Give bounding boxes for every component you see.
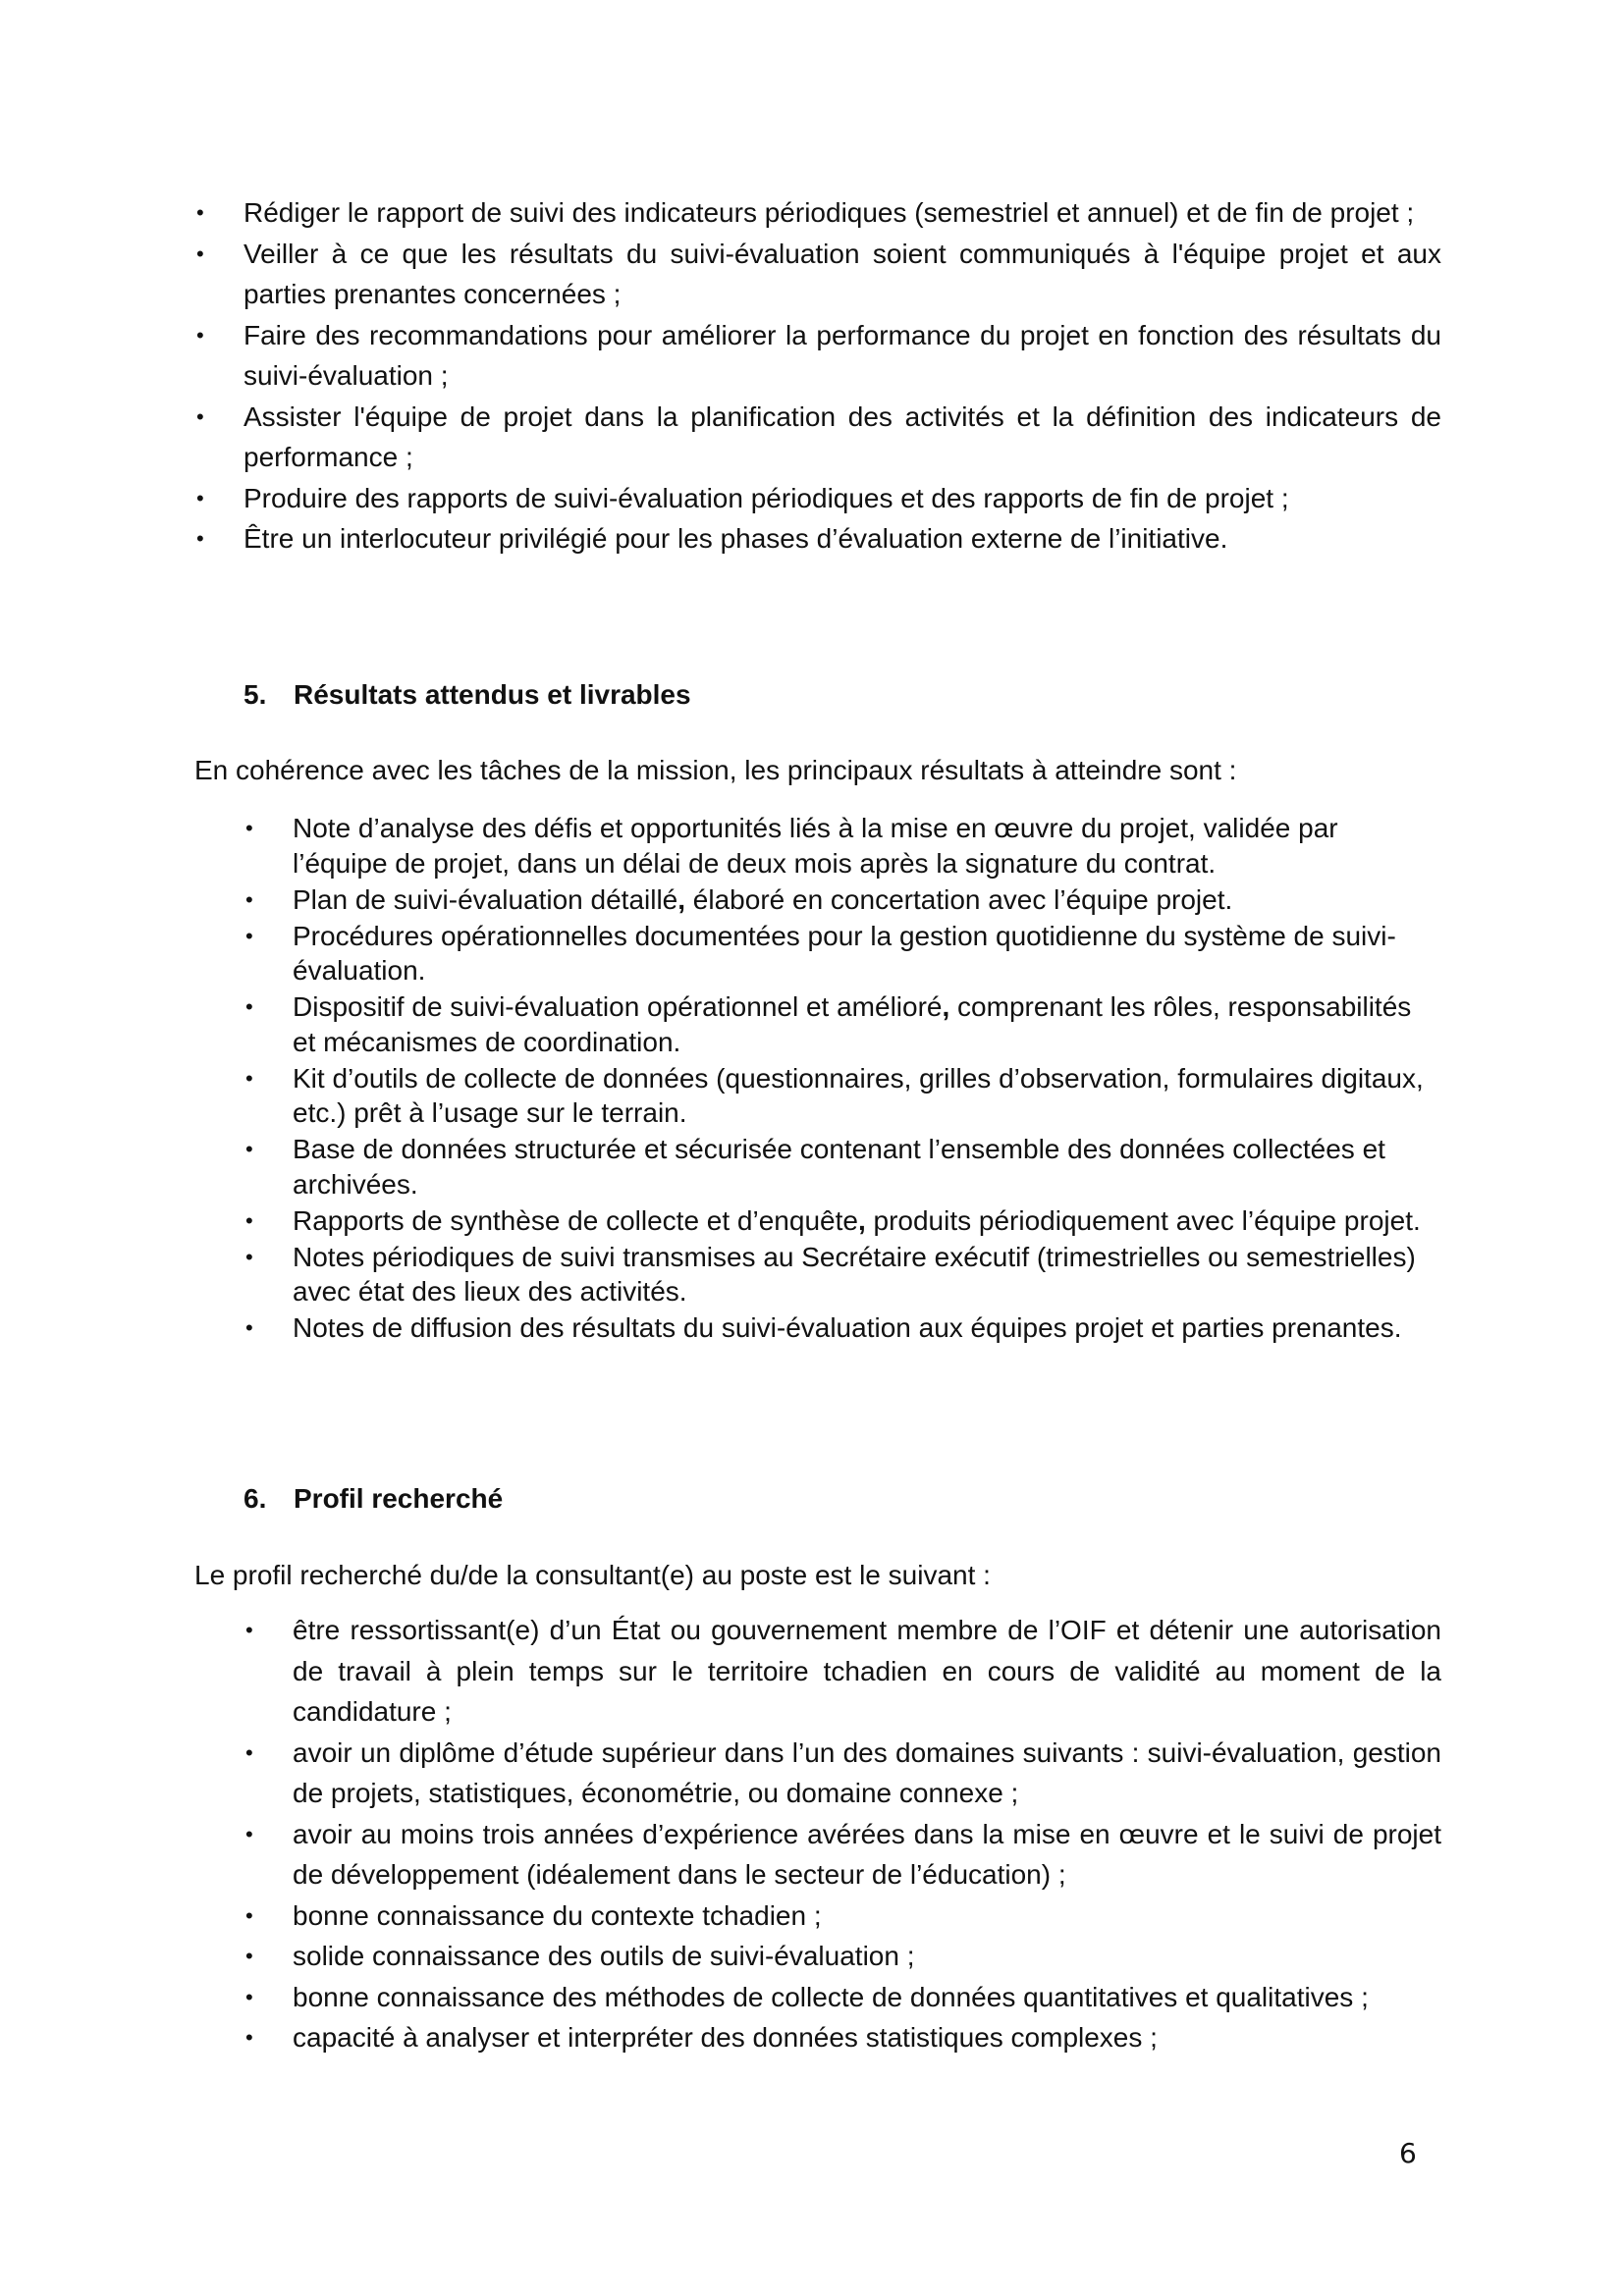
- section-number: 6.: [244, 1483, 267, 1514]
- section-5-heading: [244, 677, 691, 713]
- bullet-icon: •: [196, 240, 204, 266]
- bullet-icon: •: [245, 2025, 253, 2050]
- list-item: • Procédures opérationnelles documentées pour la gestion quotidienne du système de suivi-évaluation.: [245, 920, 1396, 986]
- list-item: • Assister l'équipe de projet dans la planification des activités et la définition des indicateurs de performance ;: [196, 397, 1441, 478]
- page-number: 6: [1399, 2137, 1417, 2169]
- bullet-icon: •: [245, 1244, 253, 1269]
- bullet-icon: •: [245, 1944, 253, 1968]
- section-6-heading: [244, 1481, 503, 1517]
- bullet-icon: •: [245, 1137, 253, 1161]
- bullet-icon: •: [245, 886, 253, 912]
- bullet-icon: •: [245, 1315, 253, 1340]
- tasks-continuation-list: [196, 192, 1441, 560]
- section-5-intro: En cohérence avec les tâches de la mission, les principaux résultats à atteindre sont :: [194, 755, 1237, 785]
- list-item: • solide connaissance des outils de suivi-évaluation ;: [245, 1936, 1441, 1977]
- list-item: • capacité à analyser et interpréter des données statistiques complexes ;: [245, 2017, 1441, 2058]
- bullet-icon: •: [245, 994, 253, 1019]
- list-item: • Kit d’outils de collecte de données (questionnaires, grilles d’observation, formulaires digitaux, etc.) prêt à l’usage sur le terrain.: [245, 1062, 1424, 1128]
- bullet-icon: •: [196, 526, 204, 551]
- list-item: • être ressortissant(e) d’un État ou gouvernement membre de l’OIF et détenir une autorisation de travail à plein temps sur le territoire tchadien en cours de validité au moment de la candidature ;: [245, 1610, 1441, 1733]
- deliverables-list: [245, 811, 1434, 1347]
- list-item: • Notes de diffusion des résultats du suivi-évaluation aux équipes projet et parties prenantes.: [245, 1310, 1434, 1346]
- bullet-icon: •: [245, 923, 253, 948]
- bullet-icon: •: [196, 485, 204, 510]
- bullet-icon: •: [196, 322, 204, 347]
- list-item: • bonne connaissance des méthodes de collecte de données quantitatives et qualitatives ;: [245, 1977, 1441, 2018]
- bullet-icon: •: [245, 1207, 253, 1233]
- bullet-icon: •: [245, 1902, 253, 1928]
- bullet-icon: •: [196, 200, 204, 225]
- bullet-icon: •: [245, 1821, 253, 1846]
- list-item: • bonne connaissance du contexte tchadien ;: [245, 1896, 1441, 1937]
- list-item: • Veiller à ce que les résultats du suivi-évaluation soient communiqués à l'équipe projet et aux parties prenantes concernées ;: [196, 234, 1441, 315]
- bullet-icon: •: [245, 1984, 253, 2009]
- list-item: • Être un interlocuteur privilégié pour les phases d’évaluation externe de l’initiative.: [196, 518, 1441, 560]
- bullet-icon: •: [196, 403, 204, 429]
- section-number: 5.: [244, 679, 267, 710]
- list-item: • Note d’analyse des défis et opportunités liés à la mise en œuvre du projet, validée par l’équipe de projet, dans un délai de deux mois après la signature du contrat.: [245, 813, 1338, 879]
- list-item: • avoir au moins trois années d’expérience avérées dans la mise en œuvre et le suivi de projet de développement (idéalement dans le secteur de l’éducation) ;: [245, 1814, 1441, 1896]
- bullet-icon: •: [245, 1065, 253, 1091]
- bullet-icon: •: [245, 1739, 253, 1765]
- list-item: • Produire des rapports de suivi-évaluation périodiques et des rapports de fin de projet ;: [196, 478, 1441, 519]
- list-item: • Rapports de synthèse de collecte et d’enquête, produits périodiquement avec l’équipe projet.: [245, 1203, 1434, 1239]
- list-item: • Faire des recommandations pour améliorer la performance du projet en fonction des résultats du suivi-évaluation ;: [196, 315, 1441, 397]
- bullet-icon: •: [245, 816, 253, 840]
- section-title: Résultats attendus et livrables: [294, 679, 691, 710]
- list-item: • Base de données structurée et sécurisée contenant l’ensemble des données collectées et archivées.: [245, 1134, 1385, 1200]
- list-item: • Rédiger le rapport de suivi des indicateurs périodiques (semestriel et annuel) et de fin de projet ;: [196, 192, 1441, 234]
- section-6-intro: Le profil recherché du/de la consultant(e) au poste est le suivant :: [194, 1560, 991, 1590]
- list-item: • Notes périodiques de suivi transmises au Secrétaire exécutif (trimestrielles ou semestrielles) avec état des lieux des activités.: [245, 1241, 1416, 1307]
- list-item: • Plan de suivi-évaluation détaillé, élaboré en concertation avec l’équipe projet.: [245, 882, 1434, 918]
- list-item: • avoir un diplôme d’étude supérieur dans l’un des domaines suivants : suivi-évaluation, gestion de projets, statistiques, économétrie, ou domaine connexe ;: [245, 1733, 1441, 1814]
- section-title: Profil recherché: [294, 1483, 504, 1514]
- profile-requirements-list: [245, 1610, 1441, 2058]
- bullet-icon: •: [245, 1618, 253, 1642]
- list-item: • Dispositif de suivi-évaluation opérationnel et amélioré, comprenant les rôles, responsabilités et mécanismes de coordination.: [245, 991, 1412, 1057]
